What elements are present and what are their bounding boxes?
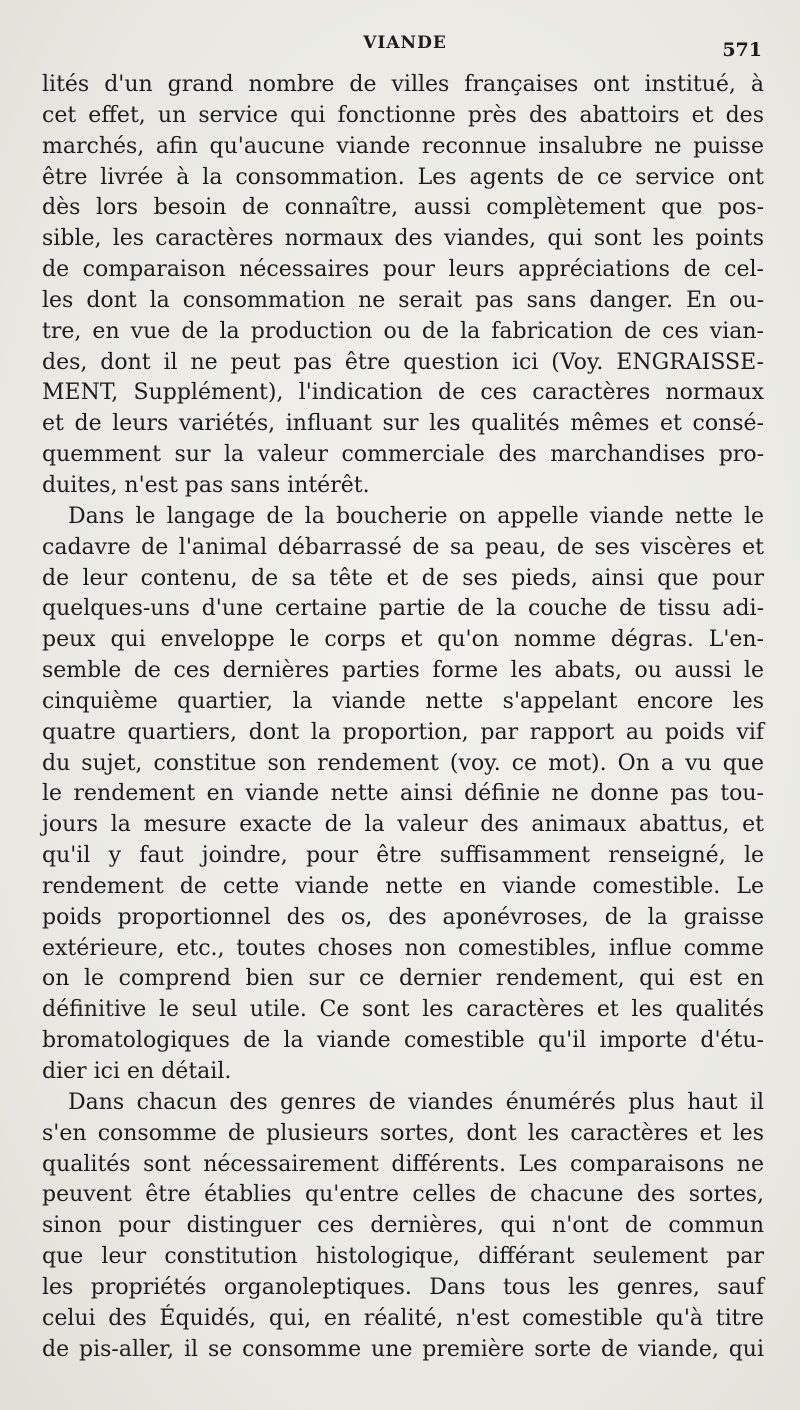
paragraph-viande-nette <box>42 502 764 1088</box>
text-line: qu'il y faut joindre, pour être suffisamment renseigné, le <box>42 843 764 869</box>
text-line: quatre quartiers, dont la proportion, par rapport au poids vif <box>42 719 764 745</box>
text-line: cet effet, un service qui fonctionne près des abattoirs et des <box>42 102 764 128</box>
text-line: peuvent être établies qu'entre celles de chacune des sortes, <box>42 1182 764 1208</box>
text-line: les propriétés organoleptiques. Dans tous les genres, sauf <box>42 1274 764 1300</box>
text-line: rendement de cette viande nette en viande comestible. Le <box>42 873 764 899</box>
text-line: de pis-aller, il se consomme une première sorte de viande, qui <box>42 1336 764 1362</box>
text-line: les dont la consommation ne serait pas sans danger. En ou- <box>42 287 764 313</box>
text-line: semble de ces dernières parties forme les abats, ou aussi le <box>42 658 764 684</box>
text-line: celui des Équidés, qui, en réalité, n'est comestible qu'à titre <box>42 1305 764 1331</box>
text-line: être livrée à la consommation. Les agents de ce service ont <box>42 164 764 190</box>
text-line: extérieure, etc., toutes choses non comestibles, influe comme <box>42 935 764 961</box>
text-line: peux qui enveloppe le corps et qu'on nomme dégras. L'en- <box>42 627 764 653</box>
text-line: et de leurs variétés, influant sur les qualités mêmes et consé- <box>42 411 764 437</box>
text-line: marchés, afin qu'aucune viande reconnue insalubre ne puisse <box>42 133 764 159</box>
page-number: 571 <box>722 39 762 61</box>
text-line: cinquième quartier, la viande nette s'appelant encore les <box>42 688 764 714</box>
text-line: bromatologiques de la viande comestible qu'il importe d'étu- <box>42 1028 764 1054</box>
body-text <box>42 70 764 1365</box>
text-line: jours la mesure exacte de la valeur des animaux abattus, et <box>42 812 764 838</box>
text-line: lités d'un grand nombre de villes françaises ont institué, à <box>42 72 764 97</box>
text-line: cadavre de l'animal débarrassé de sa peau, de ses viscères et <box>42 534 764 560</box>
paragraph-sortes <box>42 1088 764 1366</box>
text-line: on le comprend bien sur ce dernier rendement, qui est en <box>42 966 764 992</box>
text-line: dier ici en détail. <box>42 1059 232 1084</box>
text-line: du sujet, constitue son rendement (voy. ce mot). On a vu que <box>42 750 764 776</box>
text-line: MENT, Supplément), l'indication de ces caractères normaux <box>42 380 764 406</box>
text-line: le rendement en viande nette ainsi définie ne donne pas tou- <box>42 781 764 807</box>
text-line: quemment sur la valeur commerciale des marchandises pro- <box>42 442 764 468</box>
text-line: de leur contenu, de sa tête et de ses pieds, ainsi que pour <box>42 565 764 591</box>
text-line: quelques-uns d'une certaine partie de la couche de tissu adi- <box>42 596 764 622</box>
text-line: des, dont il ne peut pas être question ici (Voy. ENGRAISSE- <box>42 349 764 375</box>
text-line: duites, n'est pas sans intérêt. <box>42 472 370 498</box>
text-line: poids proportionnel des os, des aponévroses, de la graisse <box>42 904 764 930</box>
text-line: sible, les caractères normaux des viandes, qui sont les points <box>42 226 764 252</box>
text-line: sinon pour distinguer ces dernières, qui n'ont de commun <box>42 1213 764 1239</box>
text-line: dès lors besoin de connaître, aussi complètement que pos- <box>42 195 764 221</box>
text-line: Dans le langage de la boucherie on appelle viande nette le <box>68 503 764 529</box>
running-head <box>40 33 770 63</box>
text-line: de comparaison nécessaires pour leurs appréciations de cel- <box>42 257 764 283</box>
text-line: Dans chacun des genres de viandes énumérés plus haut il <box>68 1089 764 1115</box>
text-line: que leur constitution histologique, différant seulement par <box>42 1244 764 1270</box>
text-line: définitive le seul utile. Ce sont les caractères et les qualités <box>42 997 764 1023</box>
text-line: qualités sont nécessairement différents. Les comparaisons ne <box>42 1151 764 1177</box>
running-title: VIANDE <box>363 33 447 53</box>
paragraph-continued <box>42 70 764 502</box>
text-line: s'en consomme de plusieurs sortes, dont les caractères et les <box>42 1120 764 1146</box>
text-line: tre, en vue de la production ou de la fabrication de ces vian- <box>42 318 764 344</box>
